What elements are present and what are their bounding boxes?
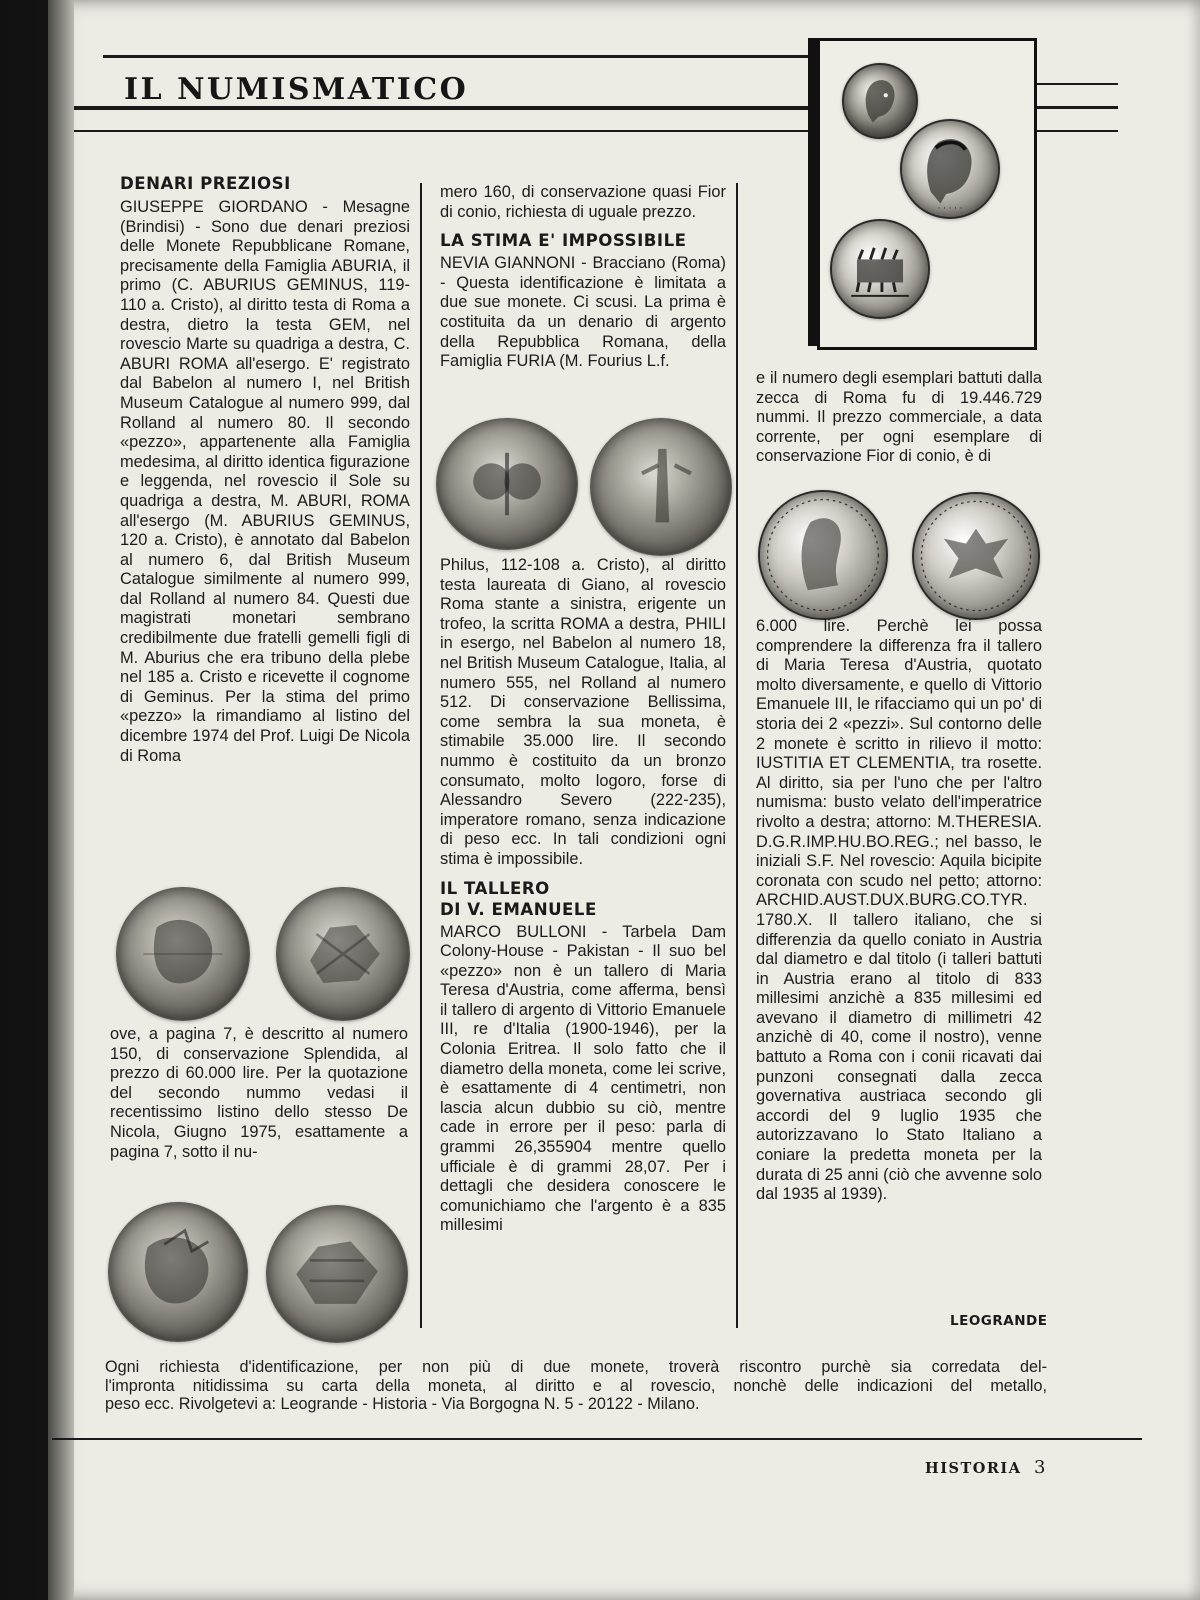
heading-stima-impossibile: LA STIMA E' IMPOSSIBILE xyxy=(440,231,687,251)
article-stima-text: NEVIA GIANNONI - Bracciano (Roma) - Questa identificazione è limitata a due sue monete. Ci scusi. La prima è costituita da un denario di argento della Repubblica Romana, della Famiglia FURIA (M. Fourius L.f. xyxy=(440,254,726,371)
column-1-middle xyxy=(110,1025,408,1190)
column-divider-1 xyxy=(420,183,422,1328)
coin-roma-reverse-icon xyxy=(590,418,732,556)
magazine-name: HISTORIA xyxy=(925,1460,1022,1477)
article-tallero-continued: e il numero degli esemplari battuti dalla zecca di Roma fu di 19.446.729 nummi. Il prezzo commerciale, a data corrente, per ogni esemplare di conservazione Fior di conio, è di xyxy=(756,369,1042,466)
author-signature: LEOGRANDE xyxy=(950,1313,1048,1329)
column-3-top xyxy=(756,369,1042,487)
column-2-top xyxy=(440,183,726,413)
column-3-bottom xyxy=(756,617,1042,1307)
coin-laureate-head-icon xyxy=(900,119,1000,219)
footer-note-line-1: Ogni richiesta d'identificazione, per non più di due monete, troverà riscontro purchè sia corredata del- xyxy=(105,1358,1047,1376)
article-denari-end: mero 160, di conservazione quasi Fior di conio, richiesta di uguale prezzo. xyxy=(440,183,726,221)
column-divider-2 xyxy=(736,183,738,1328)
coin-quadriga-icon xyxy=(830,219,930,319)
masthead-top-rule-right xyxy=(1034,83,1118,85)
masthead-top-rule xyxy=(103,55,808,58)
footer-rule xyxy=(52,1438,1142,1440)
coin-aburius2-reverse-icon xyxy=(266,1205,408,1343)
article-denari-continued: ove, a pagina 7, è descritto al numero 150, di conservazione Splendida, al prezzo di 60.000 lire. Per la quotazione del secondo nummo vedasi il recentissimo listino dello stesso De Nicola, Giugno 1975, esattamente a pagina 7, sotto il nu- xyxy=(110,1025,408,1161)
coin-aburius2-obverse-icon xyxy=(108,1202,248,1342)
article-stima-continued: Philus, 112-108 a. Cristo), al diritto testa laureata di Giano, al rovescio Roma stante a sinistra, erigente un trofeo, la scritta ROMA a destra, PHILI in esergo, nel Babelon al numero 18, nel British Museum Catalogue, Italia, al numero 555, nel Rolland al numero 512. Di conservazione Bellissima, come sembra la sua moneta, è stimabile 35.000 lire. Il secondo nummo è costituito da un bronzo consumato, molto logoro, forse di Alessandro Severo (222-235), imperatore romano, senza indicazione di peso ecc. In tali condizioni ogni stima è impossibile. xyxy=(440,556,726,868)
coin-aburius-reverse-icon xyxy=(276,887,410,1021)
coin-janus-obverse-icon xyxy=(436,418,578,550)
coin-theresa-obverse-icon xyxy=(758,490,888,620)
column-1-top xyxy=(120,173,410,878)
column-2-bottom xyxy=(440,556,726,1334)
footer-note xyxy=(105,1358,1047,1414)
page-number: 3 xyxy=(1034,1457,1046,1478)
article-tallero-history: 6.000 lire. Perchè lei possa comprendere la differenza fra il tallero di Maria Teresa d'Austria, quotato molto diversamente, e quello di Vittorio Emanuele III, le rifacciamo qui un po' di storia dei 2 «pezzi». Sul contorno delle 2 monete è scritto in rilievo il motto: IUSTITIA ET CLEMENTIA, tra rosette. Al diritto, sia per l'uno che per l'altro numisma: busto velato dell'imperatrice rivolto a destra; attorno: M.THERESIA. D.G.R.IMP.HU.BO.REG.; nel basso, le iniziali S.F. Nel rovescio: Aquila bicipite coronata con scudo nel petto; attorno: ARCHID.AUST.DUX.BURG.CO.TYR. 1780.X. Il tallero italiano, che si differenzia da quello coniato in Austria dal diametro e dal titolo (i talleri battuti in Austria erano al titolo di 833 millesimi anzichè a 835 millesimi ed avevano il diametro di millimetri 42 anzichè di 40, come il nostro), venne battuto a Roma con i conii ricavati dai punzoni consegnati dalla zecca governativa austriaca secondo gli accordi del 9 luglio 1935 che autorizzavano lo Stato Italiano a coniare la predetta moneta per la durata di 25 anni (ciò che avvenne solo dal 1935 al 1939). xyxy=(756,617,1042,1204)
page-spine-shadow xyxy=(48,0,74,1600)
masthead-lower-rule xyxy=(74,130,808,132)
article-tallero-text: MARCO BULLONI - Tarbela Dam Colony-House - Pakistan - Il suo bel «pezzo» non è un tallero di Maria Teresa d'Austria, come afferma, bensì il tallero di argento di Vittorio Emanuele III, re d'Italia (1900-1946), per la Colonia Eritrea. Il solo fatto che il diametro della moneta, come lei scrive, è esattamente di 4 centimetri, non lascia alcun dubbio su ciò, mentre cade in errore per il peso: parla di grammi 26,355904 mentre quello ufficiale è di grammi 28,07. Per i dettagli che desidera conoscere le comunichiamo che l'argento è a 835 millesimi xyxy=(440,922,726,1235)
footer-note-line-3: peso ecc. Rivolgetevi a: Leogrande - Historia - Via Borgogna N. 5 - 20122 - Milano. xyxy=(105,1395,700,1413)
masthead-lower-rule-right xyxy=(1034,130,1118,132)
coin-aburius-obverse-icon xyxy=(116,887,250,1021)
article-denari-text: GIUSEPPE GIORDANO - Mesagne (Brindisi) - Sono due denari preziosi delle Monete Repubblicane Romane, precisamente della Famiglia ABURIA, il primo (C. ABURIUS GEMINUS, 119-110 a. Cristo), al diritto testa di Roma a destra, dietro la testa GEM, nel rovescio Marte su quadriga a destra, C. ABURI ROMA all'esergo. E' registrato dal Babelon al numero I, nel British Museum Catalogue al numero 999, dal Rolland al numero 80. Il secondo «pezzo», appartenente alla Famiglia medesima, al diritto identica figurazione e leggenda, nel rovescio il Sole su quadriga a destra, M. ABURI, ROMA all'esergo (M. ABURIUS GEMINUS, 120 a. Cristo), è annotato dal Babelon al numero 6, dal British Museum Catalogue similmente al numero 999, dal Rolland al numero 84. Questi due magistrati monetari sembrano credibilmente due fratelli gemelli figli di M. Aburius che era tribuno della plebe nel 185 a. Cristo e ricevette il cognome di Geminus. Per la stima del primo «pezzo» la rimandiamo al listino del dicembre 1974 del Prof. Luigi De Nicola di Roma xyxy=(120,198,410,765)
svg-text:· · · · ·: · · · · · xyxy=(937,204,963,215)
coin-eagle-reverse-icon xyxy=(912,492,1040,620)
coin-box xyxy=(817,38,1037,350)
section-title: IL NUMISMATICO xyxy=(124,72,469,107)
masthead-bottom-rule-right xyxy=(1034,106,1118,109)
heading-denari-preziosi: DENARI PREZIOSI xyxy=(120,174,291,193)
heading-tallero-line1: IL TALLERO xyxy=(440,878,550,898)
heading-tallero-line2: DI V. EMANUELE xyxy=(440,899,597,919)
footer-note-line-2: l'impronta nitidissima su carta della moneta, al diritto e al rovescio, nonchè delle indicazioni del metallo, xyxy=(105,1376,1047,1395)
